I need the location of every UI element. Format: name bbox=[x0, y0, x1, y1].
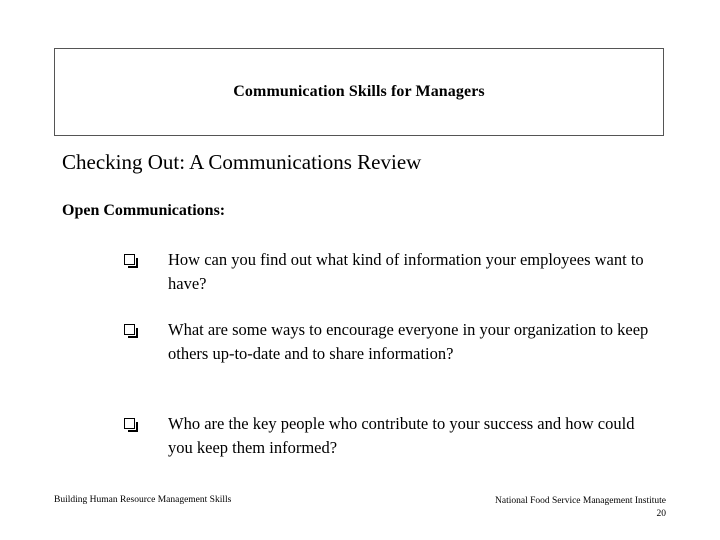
page-number: 20 bbox=[656, 509, 666, 519]
checkbox-icon bbox=[124, 254, 135, 265]
checkbox-icon bbox=[124, 418, 135, 429]
section-label: Open Communications: bbox=[62, 202, 226, 219]
page-heading: Checking Out: A Communications Review bbox=[62, 150, 422, 174]
header-title: Communication Skills for Managers bbox=[233, 83, 485, 100]
footer-right bbox=[495, 495, 666, 521]
question-text: What are some ways to encourage everyone in your organization to keep others up-to-date and to share information? bbox=[168, 320, 649, 363]
footer-left: Building Human Resource Management Skills bbox=[54, 495, 232, 505]
question-item-3 bbox=[124, 412, 684, 460]
question-text: Who are the key people who contribute to your success and how could you keep them informed? bbox=[168, 414, 635, 457]
question-item-2 bbox=[124, 318, 684, 366]
header-box bbox=[54, 48, 664, 136]
question-item-1 bbox=[124, 248, 684, 296]
footer-organization: National Food Service Management Institute bbox=[495, 496, 666, 506]
question-text: How can you find out what kind of information your employees want to have? bbox=[168, 250, 644, 293]
checkbox-icon bbox=[124, 324, 135, 335]
